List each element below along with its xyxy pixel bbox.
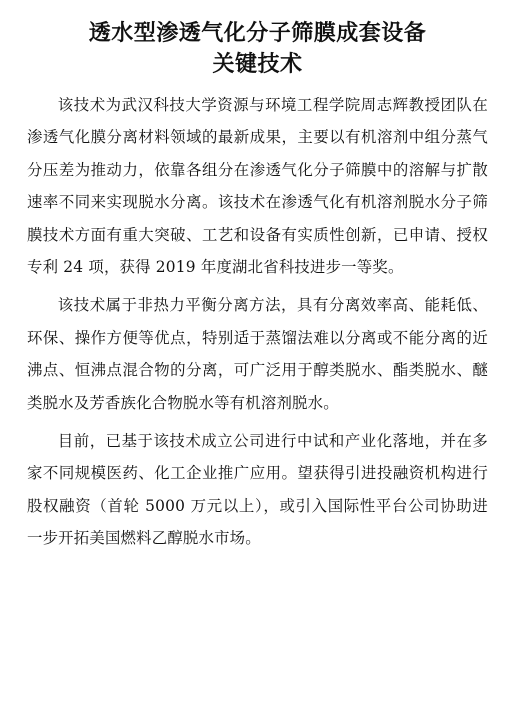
- document-body: [27, 89, 488, 555]
- paragraph-advantages: 该技术属于非热力平衡分离方法，具有分离效率高、能耗低、环保、操作方便等优点，特别适于蒸馏法难以分离或不能分离的近沸点、恒沸点混合物的分离，可广泛用于醇类脱水、酯类脱水、醚类脱水及芳香族化合物脱水等有机溶剂脱水。: [27, 296, 488, 412]
- title-line-1: 透水型渗透气化分子筛膜成套设备: [88, 21, 427, 46]
- document-title: [27, 18, 488, 80]
- paragraph-status: 目前，已基于该技术成立公司进行中试和产业化落地，并在多家不同规模医药、化工企业推广应用。望获得引进投融资机构进行股权融资（首轮 5000 万元以上），或引入国际性平台公司协助进一步开拓美国燃料乙醇脱水市场。: [27, 432, 488, 548]
- title-line-2: 关键技术: [212, 52, 303, 77]
- paragraph-intro: 该技术为武汉科技大学资源与环境工程学院周志辉教授团队在渗透气化膜分离材料领域的最新成果，主要以有机溶剂中组分蒸气分压差为推动力，依靠各组分在渗透气化分子筛膜中的溶解与扩散速率不同来实现脱水分离。该技术在渗透气化有机溶剂脱水分子筛膜技术方面有重大突破、工艺和设备有实质性创新，已申请、授权专利 24 项，获得 2019 年度湖北省科技进步一等奖。: [27, 96, 488, 277]
